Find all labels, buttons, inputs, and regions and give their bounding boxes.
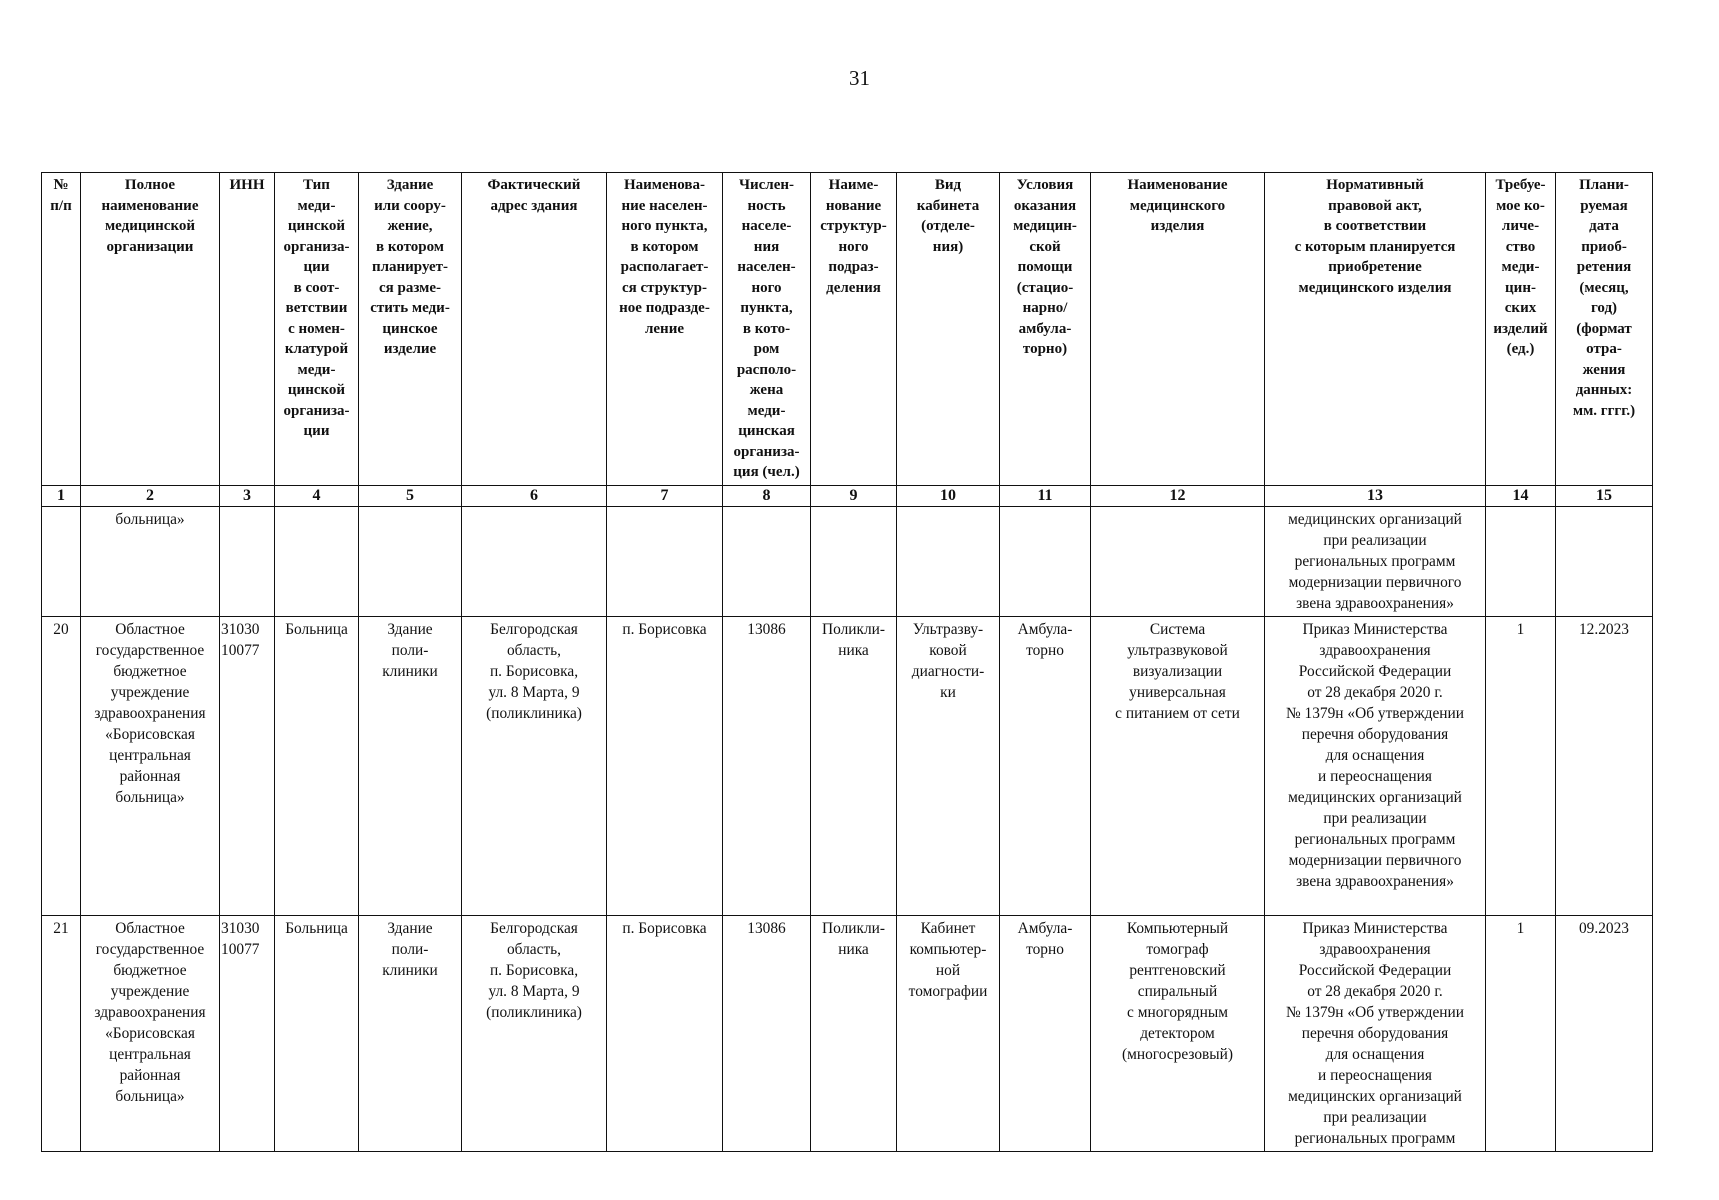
cell-line: ультразвуковой [1127,641,1228,659]
table-cell-col-15 [1556,506,1653,616]
header-line: ния [753,238,780,255]
header-line: медицин- [1013,218,1077,234]
cell-line: для оснащения [1325,746,1425,764]
header-line: ного [751,279,782,296]
cell-line: государственное [95,641,205,659]
table-cell-col-8 [723,506,811,616]
header-line: ление [644,320,685,337]
cell-line: Российской Федерации [1298,662,1452,680]
column-number-cell: 10 [897,485,1000,506]
column-header-5 [359,173,462,486]
cell-line: Амбула- [1017,919,1073,937]
header-line: цинское [382,320,438,337]
header-line: Вид [934,177,962,193]
header-line: мм. гггг.) [1572,402,1636,419]
header-line: меди- [747,402,786,419]
table-cell-col-12 [1091,915,1265,1151]
column-header-13 [1265,173,1486,486]
table-cell-col-11 [1000,506,1091,616]
header-line: данных: [1575,382,1633,398]
header-line: населе- [741,218,792,234]
cell-line: районная [119,767,181,785]
header-line: дата [1589,218,1619,234]
cell-line: Российской Федерации [1298,961,1452,979]
cell-line: 12.2023 [1578,620,1630,638]
header-line: медицинской [104,218,196,234]
header-line: оказания [1013,197,1077,214]
header-line: стить меди- [370,300,450,316]
column-header-2 [81,173,220,486]
cell-line: учреждение [110,982,190,1000]
cell-line: «Борисовская [105,1024,195,1042]
page-number: 31 [849,66,870,90]
header-line: располо- [736,361,797,378]
header-line: отра- [1586,341,1622,357]
column-number-cell: 15 [1556,485,1653,506]
table-cell-col-12 [1091,616,1265,915]
header-line: Наименова- [623,177,706,193]
cell-line: учреждение [110,683,190,701]
header-line: помощи [1017,259,1073,275]
header-line: приоб- [1581,238,1627,255]
cell-line: ул. 8 Марта, 9 [488,982,580,1000]
header-line: цинская [738,423,795,439]
header-line: ИНН [229,177,265,193]
header-line: ции [303,423,330,439]
header-line: подраз- [828,259,879,275]
column-header-1 [42,173,81,486]
header-line: жена [749,382,784,398]
header-line: ция (чел.) [733,464,800,480]
cell-line: п. Борисовка, [489,662,579,680]
cell-line: здравоохранения [94,1003,206,1021]
header-line: (стацио- [1016,279,1074,296]
cell-line: (поликлиника) [486,1003,582,1021]
cell-line: звена здравоохранения» [1296,594,1454,612]
cell-line: при реализации [1323,809,1427,827]
header-line: ветствии [285,300,348,316]
cell-line: перечня оборудования [1301,1024,1449,1042]
header-line: пункта, [740,300,793,316]
table-cell-col-1 [42,915,81,1151]
header-line: (месяц, [1579,279,1629,296]
cell-line: Здание [387,919,433,937]
column-number-cell: 14 [1486,485,1556,506]
cell-line: Белгородская [490,620,578,638]
header-line: мое ко- [1496,197,1545,214]
cell-line: ул. 8 Марта, 9 [488,683,580,701]
cell-line: региональных программ [1294,1129,1456,1147]
column-number-cell: 12 [1091,485,1265,506]
table-cell-col-10 [897,616,1000,915]
cell-line: от 28 декабря 2020 г. [1307,982,1443,1000]
header-line: правовой акт, [1328,197,1422,214]
cell-line: Поликли- [821,620,886,638]
table-cell-col-2 [81,616,220,915]
table-cell-col-10 [897,506,1000,616]
cell-line: 1 [1516,620,1525,638]
cell-line: 20 [53,620,69,638]
table-cell-col-10 [897,915,1000,1151]
cell-line: Белгородская [490,919,578,937]
header-line: организации [106,238,194,255]
table-cell-col-6 [462,506,607,616]
table-cell-col-6 [462,915,607,1151]
header-line: изделия [1150,218,1205,234]
table-row [42,915,1653,1151]
header-line: жение, [387,218,433,234]
cell-line: региональных программ [1294,830,1456,848]
table-cell-col-9 [811,616,897,915]
header-line: организа- [283,238,350,255]
cell-line: торно [1026,940,1064,958]
cell-line: 10077 [221,641,260,659]
cell-line: 31030 [221,620,260,638]
header-line: Полное [124,177,176,193]
table-cell-col-13 [1265,915,1486,1151]
column-number-cell: 5 [359,485,462,506]
table-cell-col-6 [462,616,607,915]
equipment-plan-table [41,172,1653,1152]
cell-line: Больница [285,620,348,638]
table-cell-col-7 [607,616,723,915]
header-line: Нормативный [1326,177,1424,193]
header-line: в кото- [742,320,791,337]
table-cell-col-5 [359,506,462,616]
header-line: наименование [101,197,199,214]
column-header-4 [275,173,359,486]
cell-line: 31030 [221,919,260,937]
header-line: или соору- [374,197,446,214]
table-cell-col-4 [275,506,359,616]
header-line: ность [747,197,786,214]
cell-line: клиники [382,961,438,979]
column-header-15 [1556,173,1653,486]
cell-line: торно [1026,641,1064,659]
cell-line: поли- [391,641,429,659]
table-cell-col-7 [607,506,723,616]
header-line: Числен- [738,177,795,193]
table-cell-col-2 [81,506,220,616]
header-line: с номен- [288,320,345,337]
table-cell-col-4 [275,915,359,1151]
column-header-7 [607,173,723,486]
column-header-12 [1091,173,1265,486]
cell-line: рентгеновский [1129,961,1226,979]
header-line: год) [1590,300,1618,316]
cell-line: томограф [1146,940,1209,958]
cell-line: п. Борисовка [622,620,707,638]
header-line: ся структур- [621,279,708,296]
cell-line: 09.2023 [1578,919,1630,937]
table-cell-col-2 [81,915,220,1151]
cell-line: 13086 [747,620,786,638]
table-cell-col-3 [220,506,275,616]
table-cell-col-3 [220,915,275,1151]
header-line: ся разме- [378,279,442,296]
table-row [42,506,1653,616]
header-row [42,173,1653,486]
cell-line: клиники [382,662,438,680]
table-cell-col-9 [811,506,897,616]
header-line: (формат [1576,320,1632,337]
cell-line: Поликли- [821,919,886,937]
cell-line: томографии [908,982,988,1000]
cell-line: Система [1149,620,1206,638]
header-line: Тип [303,177,330,193]
header-line: ния) [932,238,964,255]
header-line: Условия [1016,177,1074,193]
header-line: Плани- [1579,177,1629,193]
cell-line: 21 [53,919,69,937]
table-cell-col-14 [1486,616,1556,915]
header-line: меди- [297,361,336,378]
table-cell-col-13 [1265,616,1486,915]
cell-line: диагности- [911,662,985,680]
column-number-cell: 13 [1265,485,1486,506]
column-number-cell: 4 [275,485,359,506]
header-line: деления [826,279,881,296]
header-line: организа- [283,402,350,419]
header-line: ции [303,259,330,275]
header-line: меди- [1501,259,1540,275]
column-number-cell: 8 [723,485,811,506]
cell-line: центральная [109,1045,191,1063]
header-line: личе- [1501,218,1540,234]
cell-line: № 1379н «Об утверждении [1285,1003,1464,1021]
column-header-14 [1486,173,1556,486]
column-header-3 [220,173,275,486]
column-number-cell: 11 [1000,485,1091,506]
header-line: кабинета [916,197,980,214]
cell-line: бюджетное [113,662,187,680]
header-line: с которым планируется [1294,238,1456,255]
cell-line: Приказ Министерства [1302,620,1448,638]
cell-line: звена здравоохранения» [1296,872,1454,890]
column-number-cell: 9 [811,485,897,506]
header-line: ской [1029,238,1061,255]
header-line: цинской [287,382,346,398]
header-line: ром [753,341,780,357]
table-cell-col-14 [1486,506,1556,616]
cell-line: при реализации [1323,1108,1427,1126]
column-number-row [42,485,1653,506]
cell-line: Областное [115,620,185,638]
cell-line: бюджетное [113,961,187,979]
header-line: в соответствии [1323,218,1427,234]
column-header-11 [1000,173,1091,486]
header-line: Наименование [1127,177,1228,193]
cell-line: 1 [1516,919,1525,937]
cell-line: и переоснащения [1318,767,1432,785]
cell-line: здравоохранения [1319,641,1431,659]
cell-line: с питанием от сети [1115,704,1240,722]
header-line: ного [838,238,869,255]
header-line: Фактический [487,177,581,193]
header-line: Здание [386,177,434,193]
table-cell-col-3 [220,616,275,915]
cell-line: п. Борисовка [622,919,707,937]
cell-line: здравоохранения [94,704,206,722]
cell-line: модернизации первичного [1288,573,1462,591]
header-line: в котором [375,238,445,255]
cell-line: Приказ Министерства [1302,919,1448,937]
header-line: (отделе- [921,218,975,234]
cell-line: медицинских организаций [1288,788,1462,806]
cell-line: медицинских организаций [1288,510,1462,528]
header-line: нарно/ [1022,300,1068,316]
cell-line: область, [506,641,562,659]
cell-line: при реализации [1323,531,1427,549]
column-number-cell: 1 [42,485,81,506]
header-line: амбула- [1018,320,1072,337]
cell-line: область, [506,940,562,958]
header-line: структур- [820,218,887,234]
column-number-cell: 2 [81,485,220,506]
cell-line: ника [838,641,869,659]
cell-line: больница» [115,1087,185,1105]
header-line: адрес здания [490,197,578,214]
header-line: располагает- [620,259,709,275]
cell-line: Амбула- [1017,620,1073,638]
table-cell-col-15 [1556,616,1653,915]
header-line: нование [825,197,882,214]
column-number-cell: 6 [462,485,607,506]
header-line: жения [1582,361,1626,378]
table-cell-col-5 [359,616,462,915]
cell-line: перечня оборудования [1301,725,1449,743]
table-cell-col-4 [275,616,359,915]
header-line: организа- [733,443,800,460]
header-line: руемая [1580,197,1628,214]
cell-line: 13086 [747,919,786,937]
header-line: ство [1505,238,1536,255]
cell-line: ки [940,683,956,701]
cell-line: здравоохранения [1319,940,1431,958]
header-line: изделий [1493,320,1548,337]
header-line: ние населен- [621,197,708,214]
cell-line: модернизации первичного [1288,851,1462,869]
cell-line: ной [935,961,961,979]
cell-line: государственное [95,940,205,958]
cell-line: Ультразву- [912,620,984,638]
column-header-9 [811,173,897,486]
table-cell-col-15 [1556,915,1653,1151]
header-line: цин- [1505,279,1536,296]
cell-line: Больница [285,919,348,937]
header-line: изделие [383,341,437,357]
cell-line: «Борисовская [105,725,195,743]
cell-line: больница» [115,510,185,528]
cell-line: 10077 [221,940,260,958]
table-cell-col-14 [1486,915,1556,1151]
table-cell-col-5 [359,915,462,1151]
cell-line: (поликлиника) [486,704,582,722]
table-cell-col-11 [1000,915,1091,1151]
cell-line: ника [838,940,869,958]
cell-line: медицинских организаций [1288,1087,1462,1105]
cell-line: п. Борисовка, [489,961,579,979]
header-line: цинской [287,218,346,234]
header-line: в соот- [293,279,340,296]
cell-line: для оснащения [1325,1045,1425,1063]
cell-line: детектором [1140,1024,1215,1042]
header-line: ретения [1576,259,1632,275]
cell-line: Областное [115,919,185,937]
column-header-8 [723,173,811,486]
cell-line: компьютер- [909,940,987,958]
cell-line: Здание [387,620,433,638]
header-line: медицинского изделия [1298,279,1452,296]
table-cell-col-13 [1265,506,1486,616]
header-line: клатурой [284,341,349,357]
table-cell-col-11 [1000,616,1091,915]
header-line: планирует- [371,259,449,275]
header-line: меди- [297,197,336,214]
table-cell-col-8 [723,616,811,915]
cell-line: от 28 декабря 2020 г. [1307,683,1443,701]
cell-line: районная [119,1066,181,1084]
table-cell-col-1 [42,616,81,915]
cell-line: больница» [115,788,185,806]
cell-line: Компьютерный [1126,919,1229,937]
table-row [42,616,1653,915]
column-number-cell: 3 [220,485,275,506]
header-line: Требуе- [1495,177,1546,193]
cell-line: региональных программ [1294,552,1456,570]
table-cell-col-1 [42,506,81,616]
column-number-cell: 7 [607,485,723,506]
header-line: приобретение [1328,259,1422,275]
cell-line: Кабинет [920,919,976,937]
table-cell-col-9 [811,915,897,1151]
table-cell-col-8 [723,915,811,1151]
table-cell-col-12 [1091,506,1265,616]
cell-line: № 1379н «Об утверждении [1285,704,1464,722]
cell-line: ковой [929,641,967,659]
header-line: (ед.) [1506,341,1535,357]
cell-line: визуализации [1132,662,1223,680]
header-line: п/п [50,197,72,214]
cell-line: универсальная [1129,683,1226,701]
cell-line: (многосрезовый) [1121,1045,1233,1063]
header-line: № [53,177,69,193]
cell-line: с многорядным [1127,1003,1228,1021]
cell-line: поли- [391,940,429,958]
cell-line: и переоснащения [1318,1066,1432,1084]
column-header-10 [897,173,1000,486]
table-cell-col-7 [607,915,723,1151]
header-line: медицинского [1129,197,1226,214]
header-line: населен- [737,259,796,275]
header-line: ного пункта, [621,218,708,234]
column-header-6 [462,173,607,486]
header-line: Наиме- [828,177,879,193]
header-line: торно) [1022,341,1068,357]
header-line: ских [1504,300,1537,316]
header-line: в котором [630,238,699,255]
cell-line: центральная [109,746,191,764]
cell-line: спиральный [1137,982,1218,1000]
table-body [42,173,1653,1152]
header-line: ное подразде- [619,300,710,316]
